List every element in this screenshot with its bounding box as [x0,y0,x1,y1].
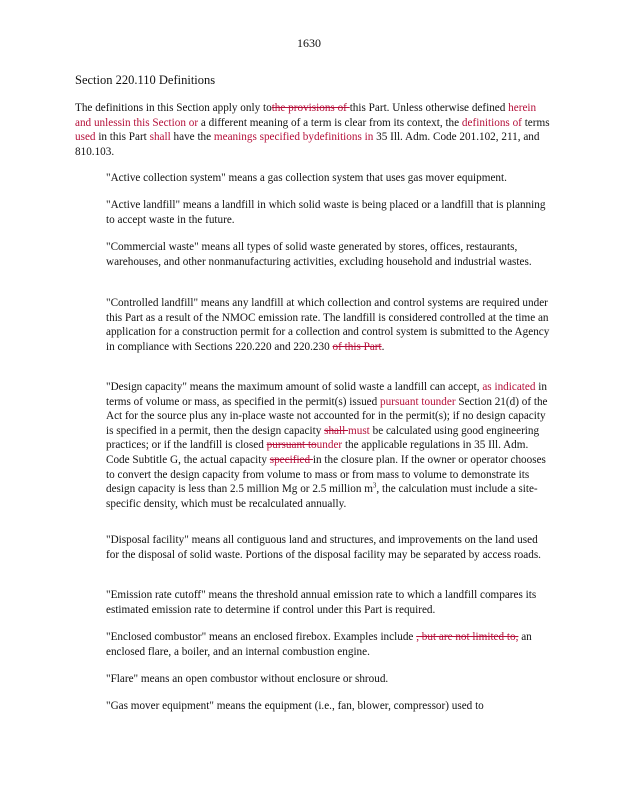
text-segment: , the calculation must include a site-specific density, which must be recalculated annually. [106,483,538,510]
definition-active-collection-system [106,171,550,186]
deleted-text: the provisions of [271,102,350,114]
inserted-text: meanings specified by [213,131,314,144]
inserted-text: shall [149,131,171,144]
definition-active-landfill [106,198,550,227]
text-segment: The definitions in this Section apply only to [75,102,272,114]
inserted-text: in this Section or [121,116,201,129]
inserted-text: definitions of [461,116,522,129]
inserted-text: as indicated [482,381,536,393]
inserted-text: under [430,395,456,408]
text-segment: "Enclosed combustor" means an enclosed firebox. Examples include [106,631,417,643]
deleted-text: specified [269,453,313,466]
text-segment: a different meaning of a term is clear from its context, the [200,116,462,129]
text-segment: Section 21(d) of the Act for the source plus any in-place waste not accounted for in the permit(s); if no design capacity is specified in a permit, then the design capacity [106,395,548,437]
inserted-text: herein and unless [75,102,537,129]
text-segment: "Active landfill" means a landfill in which solid waste is being placed or a landfill that is planning to accept waste in the future. [106,199,546,226]
text-segment: "Flare" means an open combustor without enclosure or shroud. [106,673,389,685]
section-heading: Section 220.110 Definitions [75,73,216,87]
text-segment: "Gas mover equipment" means the equipment (i.e., fan, blower, compressor) used to [106,700,484,712]
definition-emission-rate-cutoff [106,588,550,617]
text-segment: "Emission rate cutoff" means the threshold annual emission rate to which a landfill compares its estimated emission rate to determine if control under this Part is required. [106,589,537,616]
deleted-text: of this Part [332,340,382,353]
text-segment: an enclosed flare, a boiler, and an internal combustion engine. [106,631,532,658]
deleted-text: shall [324,424,349,437]
text-segment: . [381,340,385,353]
text-segment: "Design capacity" means the maximum amount of solid waste a landfill can accept, [106,381,483,393]
text-segment: "Controlled landfill" means any landfill at which collection and control systems are required under this Part as a result of the NMOC emission rate. The landfill is considered controlled at the time an application for a construction permit for a collection and control system is submitted to the Agency in compliance with Sections 220.220 and 220.230 [106,297,550,353]
definition-disposal-facility [106,533,550,562]
intro-paragraph [75,101,553,159]
superscript-text: 3 [372,481,377,490]
inserted-text: pursuant to [380,395,431,408]
definition-commercial-waste [106,240,550,269]
text-segment: have the [170,131,214,144]
text-segment: be calculated using good engineering practices; or if the landfill is closed [106,424,540,452]
text-segment: in terms of volume or mass, as specified in the permit(s) issued [106,381,547,408]
deleted-text: , but are not limited to, [416,631,519,643]
definition-design-capacity [106,380,550,511]
page-number: 1630 [297,36,321,50]
text-segment: "Active collection system" means a gas collection system that uses gas mover equipment. [106,172,507,184]
inserted-text: used [75,131,96,144]
inserted-text: under [316,439,343,452]
definition-controlled-landfill [106,296,550,354]
text-segment: this Part. Unless otherwise defined [349,102,509,114]
text-segment: in the closure plan. If the owner or operator chooses to convert the design capacity from volume to mass or from mass to volume to demonstrate its design capacity is less than 2.5 million Mg or 2.5 million m [106,453,546,496]
text-segment: "Disposal facility" means all contiguous land and structures, and improvements on the land used for the disposal of solid waste. Portions of the disposal facility may be separated by access roads. [106,534,541,561]
inserted-text: must [348,424,370,437]
definition-flare [106,672,550,687]
text-segment: the applicable regulations in 35 Ill. Adm. Code Subtitle G, the actual capacity [106,439,529,466]
deleted-text: pursuant to [266,439,317,452]
text-segment: terms [521,116,550,129]
inserted-text: definitions in [313,131,377,144]
text-segment: in this Part [95,131,150,144]
definition-enclosed-combustor [106,630,550,659]
text-segment: 35 Ill. Adm. Code 201.102, 211, and 810.103. [75,131,540,158]
definition-gas-mover-equipment [106,699,550,714]
text-segment: "Commercial waste" means all types of solid waste generated by stores, offices, restaurants, warehouses, and other nonmanufacturing activities, excluding household and industrial wastes. [106,241,532,268]
